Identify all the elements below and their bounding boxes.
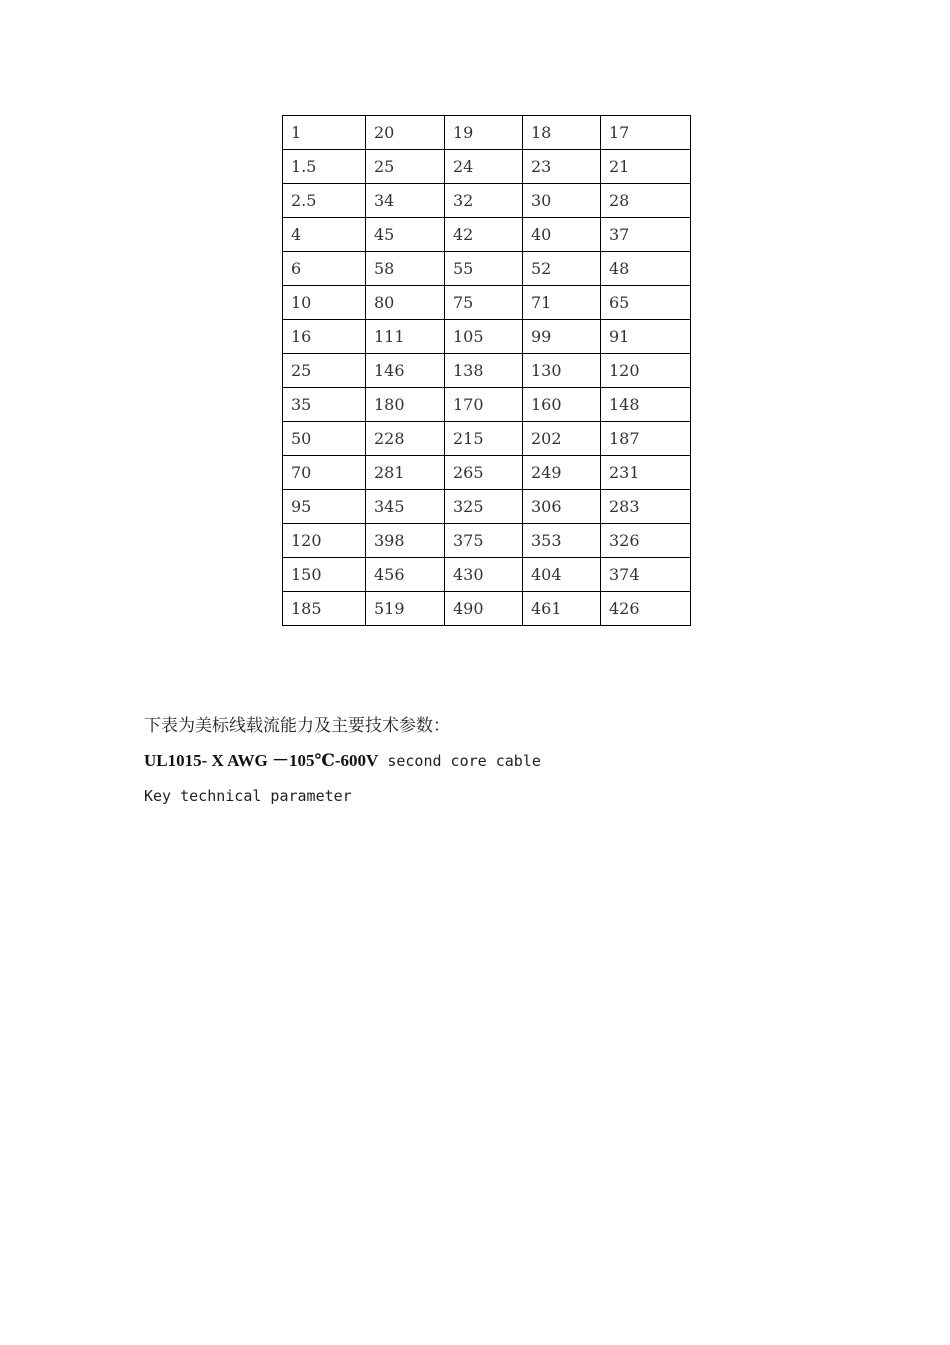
table-row [283,286,691,320]
table-cell: 21 [601,150,691,184]
table-cell: 160 [523,388,601,422]
table-row [283,116,691,150]
table-row [283,252,691,286]
table-cell: 130 [523,354,601,388]
table-row [283,388,691,422]
table-cell: 353 [523,524,601,558]
table-cell: 28 [601,184,691,218]
table-cell: 105 [445,320,523,354]
intro-text-chinese: 下表为美标线载流能力及主要技术参数： [144,716,450,736]
table-cell: 95 [283,490,366,524]
table-row [283,490,691,524]
table-cell: 37 [601,218,691,252]
table-row [283,150,691,184]
table-cell: 202 [523,422,601,456]
table-cell: 32 [445,184,523,218]
table-cell: 71 [523,286,601,320]
table-cell: 2.5 [283,184,366,218]
table-cell: 281 [366,456,445,490]
table-cell: 150 [283,558,366,592]
table-cell: 25 [366,150,445,184]
table-cell: 306 [523,490,601,524]
table-cell: 80 [366,286,445,320]
table-cell: 146 [366,354,445,388]
cable-model-spec: UL1015- X AWG －105℃-600V [144,751,379,770]
table-cell: 404 [523,558,601,592]
table-cell: 398 [366,524,445,558]
table-cell: 426 [601,592,691,626]
table-cell: 138 [445,354,523,388]
table-cell: 345 [366,490,445,524]
table-cell: 55 [445,252,523,286]
table-cell: 23 [523,150,601,184]
table-row [283,184,691,218]
table-cell: 65 [601,286,691,320]
table-cell: 231 [601,456,691,490]
table-cell: 519 [366,592,445,626]
ampacity-table [282,115,691,626]
table-cell: 430 [445,558,523,592]
table-cell: 19 [445,116,523,150]
key-parameter-heading: Key technical parameter [144,787,352,805]
table-cell: 326 [601,524,691,558]
table-cell: 120 [283,524,366,558]
ampacity-table-body [283,116,691,626]
table-cell: 18 [523,116,601,150]
table-cell: 24 [445,150,523,184]
table-cell: 6 [283,252,366,286]
table-cell: 20 [366,116,445,150]
table-row [283,558,691,592]
table-cell: 34 [366,184,445,218]
table-cell: 180 [366,388,445,422]
table-cell: 50 [283,422,366,456]
table-row [283,592,691,626]
table-cell: 215 [445,422,523,456]
table-cell: 35 [283,388,366,422]
table-cell: 58 [366,252,445,286]
table-cell: 461 [523,592,601,626]
table-cell: 17 [601,116,691,150]
table-cell: 1 [283,116,366,150]
cable-model-line [144,751,541,771]
table-cell: 249 [523,456,601,490]
table-cell: 16 [283,320,366,354]
table-cell: 265 [445,456,523,490]
table-cell: 283 [601,490,691,524]
table-cell: 70 [283,456,366,490]
table-cell: 1.5 [283,150,366,184]
table-cell: 4 [283,218,366,252]
table-cell: 75 [445,286,523,320]
table-row [283,456,691,490]
table-cell: 185 [283,592,366,626]
table-cell: 45 [366,218,445,252]
table-row [283,218,691,252]
cable-model-description: second core cable [378,752,541,770]
table-cell: 25 [283,354,366,388]
table-cell: 52 [523,252,601,286]
table-row [283,320,691,354]
table-cell: 456 [366,558,445,592]
table-cell: 30 [523,184,601,218]
table-cell: 40 [523,218,601,252]
table-cell: 148 [601,388,691,422]
table-cell: 99 [523,320,601,354]
table-row [283,524,691,558]
table-cell: 48 [601,252,691,286]
table-cell: 170 [445,388,523,422]
table-cell: 490 [445,592,523,626]
table-cell: 91 [601,320,691,354]
table-cell: 42 [445,218,523,252]
table-row [283,422,691,456]
table-cell: 10 [283,286,366,320]
table-cell: 325 [445,490,523,524]
table-row [283,354,691,388]
table-cell: 111 [366,320,445,354]
table-cell: 375 [445,524,523,558]
table-cell: 120 [601,354,691,388]
table-cell: 187 [601,422,691,456]
table-cell: 374 [601,558,691,592]
table-cell: 228 [366,422,445,456]
